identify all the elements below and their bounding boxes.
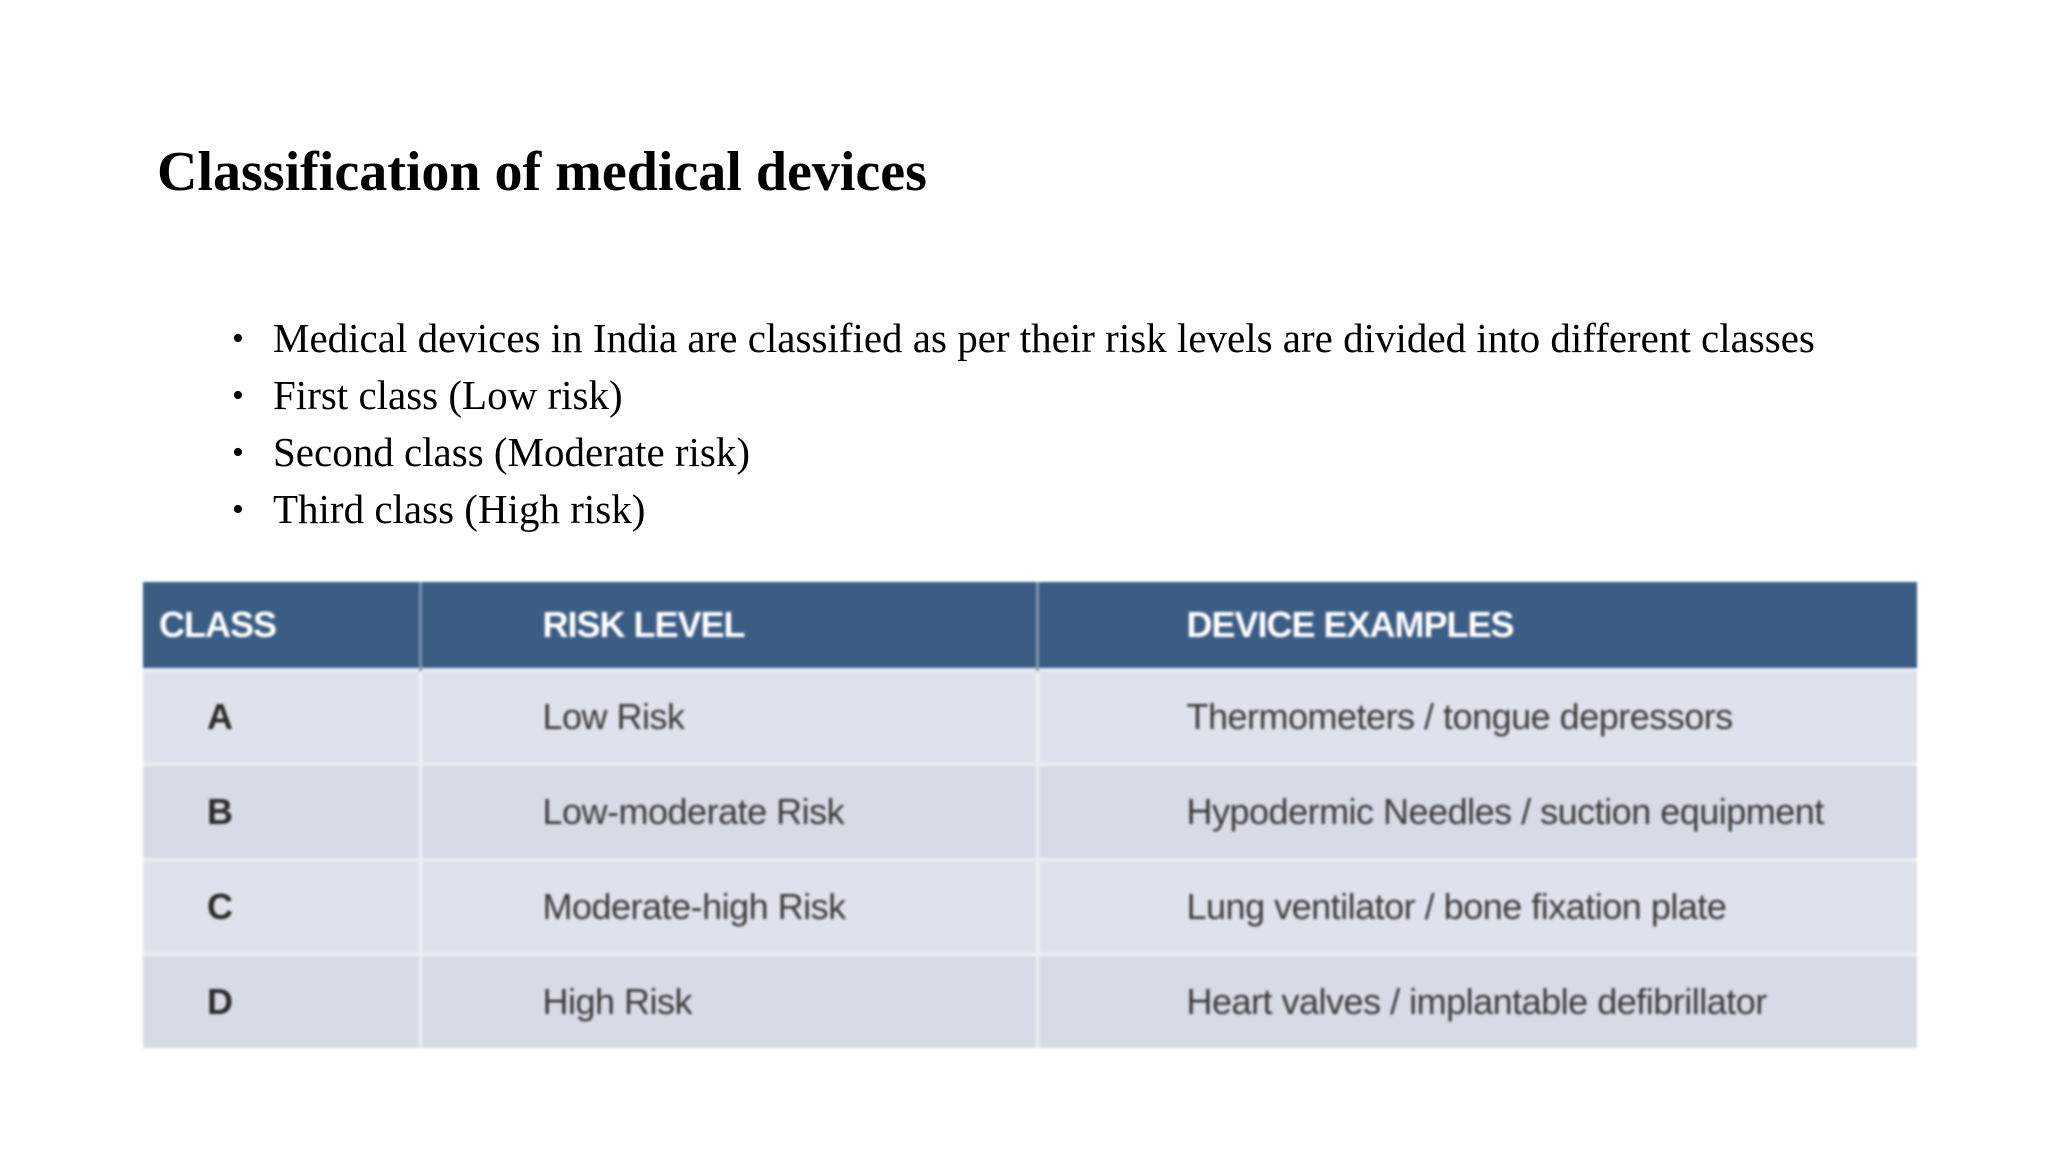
- table-row: [143, 860, 1917, 955]
- cell-device-examples: Thermometers / tongue depressors: [1037, 670, 1917, 765]
- bullet-icon: •: [232, 320, 244, 357]
- table-header-row: [143, 582, 1917, 670]
- list-item: [232, 424, 1815, 481]
- cell-device-examples: Heart valves / implantable defibrillator: [1037, 955, 1917, 1049]
- table-row: [143, 670, 1917, 765]
- cell-risk-level: High Risk: [420, 955, 1037, 1049]
- cell-class: A: [143, 670, 420, 765]
- table-row: [143, 765, 1917, 860]
- table-row: [143, 955, 1917, 1049]
- bullet-icon: •: [232, 434, 244, 471]
- cell-risk-level: Moderate-high Risk: [420, 860, 1037, 955]
- column-header-class: CLASS: [143, 582, 420, 670]
- bullet-icon: •: [232, 491, 244, 528]
- list-item: [232, 310, 1815, 367]
- bullet-text: Third class (High risk): [273, 486, 646, 532]
- bullet-icon: •: [232, 377, 244, 414]
- page-title: Classification of medical devices: [157, 141, 927, 203]
- classification-table: [143, 582, 1917, 1037]
- bullet-text: Medical devices in India are classified as per their risk levels are divided into different classes: [273, 315, 1815, 361]
- cell-device-examples: Hypodermic Needles / suction equipment: [1037, 765, 1917, 860]
- list-item: [232, 481, 1815, 538]
- cell-class: C: [143, 860, 420, 955]
- bullet-text: Second class (Moderate risk): [273, 429, 751, 475]
- cell-risk-level: Low Risk: [420, 670, 1037, 765]
- cell-risk-level: Low-moderate Risk: [420, 765, 1037, 860]
- cell-class: D: [143, 955, 420, 1049]
- column-header-risk-level: RISK LEVEL: [420, 582, 1037, 670]
- cell-class: B: [143, 765, 420, 860]
- cell-device-examples: Lung ventilator / bone fixation plate: [1037, 860, 1917, 955]
- list-item: [232, 367, 1815, 424]
- column-header-device-examples: DEVICE EXAMPLES: [1037, 582, 1917, 670]
- bullet-text: First class (Low risk): [273, 372, 623, 418]
- bullet-list: [232, 310, 1815, 538]
